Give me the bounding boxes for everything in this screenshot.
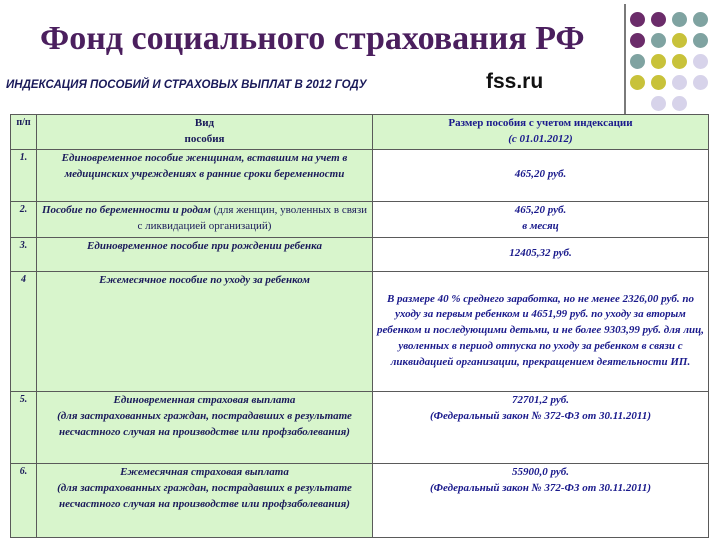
header-name <box>37 115 373 150</box>
row-value <box>373 391 709 463</box>
decorative-dot <box>672 75 687 90</box>
decorative-dot <box>693 54 708 69</box>
benefits-table-container <box>10 114 709 538</box>
row-name: Ежемесячное пособие по уходу за ребенком <box>37 271 373 391</box>
row-name-bold: Пособие по беременности и родам <box>41 203 211 216</box>
benefits-table <box>10 114 709 538</box>
decorative-dot <box>651 54 666 69</box>
row-value-line1: 55900,0 руб. <box>512 465 569 478</box>
decorative-dot <box>651 75 666 90</box>
decorative-dot <box>672 33 687 48</box>
decorative-dot <box>651 12 666 27</box>
row-value: В размере 40 % среднего заработка, но не менее 2326,00 руб. по уходу за первым ребенком и 4651,99 руб. по уходу за вторым ребенком и последующими детьми, и не более 9303,99 руб. для лиц, уволенных в период отпуска по уходу за ребенком в связи с ликвидацией организации, прекращением деятельности ИП. <box>373 271 709 391</box>
table-row <box>11 237 709 271</box>
row-name-line1: Ежемесячная страховая выплата <box>120 465 289 478</box>
decorative-dot <box>630 75 645 90</box>
decorative-dot <box>672 54 687 69</box>
row-name <box>37 201 373 237</box>
header-name-line1: Вид <box>194 117 215 129</box>
row-value-line1: 465,20 руб. <box>514 203 567 216</box>
decorative-dot <box>693 75 708 90</box>
row-num: 4 <box>11 271 37 391</box>
row-name-normal: (для женщин, уволенных в связи с ликвидацией организаций) <box>137 203 368 232</box>
header-name-line2: пособия <box>184 132 225 145</box>
page-subtitle: ИНДЕКСАЦИЯ ПОСОБИЙ И СТРАХОВЫХ ВЫПЛАТ В 2012 ГОДУ <box>6 79 367 91</box>
row-name-line1: Единовременная страховая выплата <box>113 393 296 406</box>
header-value <box>373 115 709 150</box>
row-num: 1. <box>11 149 37 201</box>
header-value-line2: (с 01.01.2012) <box>508 132 573 145</box>
row-num: 3. <box>11 237 37 271</box>
row-name: Единовременное пособие женщинам, вставшим на учет в медицинских учреждениях в ранние сроки беременности <box>37 149 373 201</box>
row-name <box>37 463 373 537</box>
row-name <box>37 391 373 463</box>
row-value-line2: (Федеральный закон № 372-ФЗ от 30.11.2011) <box>430 409 651 422</box>
row-value <box>373 201 709 237</box>
row-name-line2: (для застрахованных граждан, пострадавших в результате несчастного случая на производстве или профзаболевания) <box>57 481 352 510</box>
table-row <box>11 463 709 537</box>
decorative-dot <box>693 12 708 27</box>
row-value-line1: 72701,2 руб. <box>512 393 569 406</box>
header-value-line1: Размер пособия с учетом индексации <box>448 117 633 129</box>
table-row <box>11 201 709 237</box>
page-title: Фонд социального страхования РФ <box>40 20 585 57</box>
table-row <box>11 149 709 201</box>
row-num: 2. <box>11 201 37 237</box>
row-num: 6. <box>11 463 37 537</box>
decorative-dot <box>672 12 687 27</box>
row-num: 5. <box>11 391 37 463</box>
table-row <box>11 391 709 463</box>
table-header-row <box>11 115 709 150</box>
decorative-dot <box>630 33 645 48</box>
row-value-line2: (Федеральный закон № 372-ФЗ от 30.11.2011) <box>430 481 651 494</box>
row-name-line2: (для застрахованных граждан, пострадавших в результате несчастного случая на производстве или профзаболевания) <box>57 409 352 438</box>
row-value-line2: в месяц <box>522 219 559 232</box>
table-row <box>11 271 709 391</box>
row-value: 465,20 руб. <box>373 149 709 201</box>
decorative-divider <box>624 4 626 126</box>
header-num: п/п <box>11 115 37 150</box>
decorative-dot <box>672 96 687 111</box>
row-value: 12405,32 руб. <box>373 237 709 271</box>
decorative-dot <box>630 54 645 69</box>
decorative-dot <box>651 96 666 111</box>
site-label: fss.ru <box>486 70 544 93</box>
decorative-dot <box>693 33 708 48</box>
row-name: Единовременное пособие при рождении ребенка <box>37 237 373 271</box>
decorative-dot <box>651 33 666 48</box>
decorative-dot <box>630 12 645 27</box>
row-value <box>373 463 709 537</box>
